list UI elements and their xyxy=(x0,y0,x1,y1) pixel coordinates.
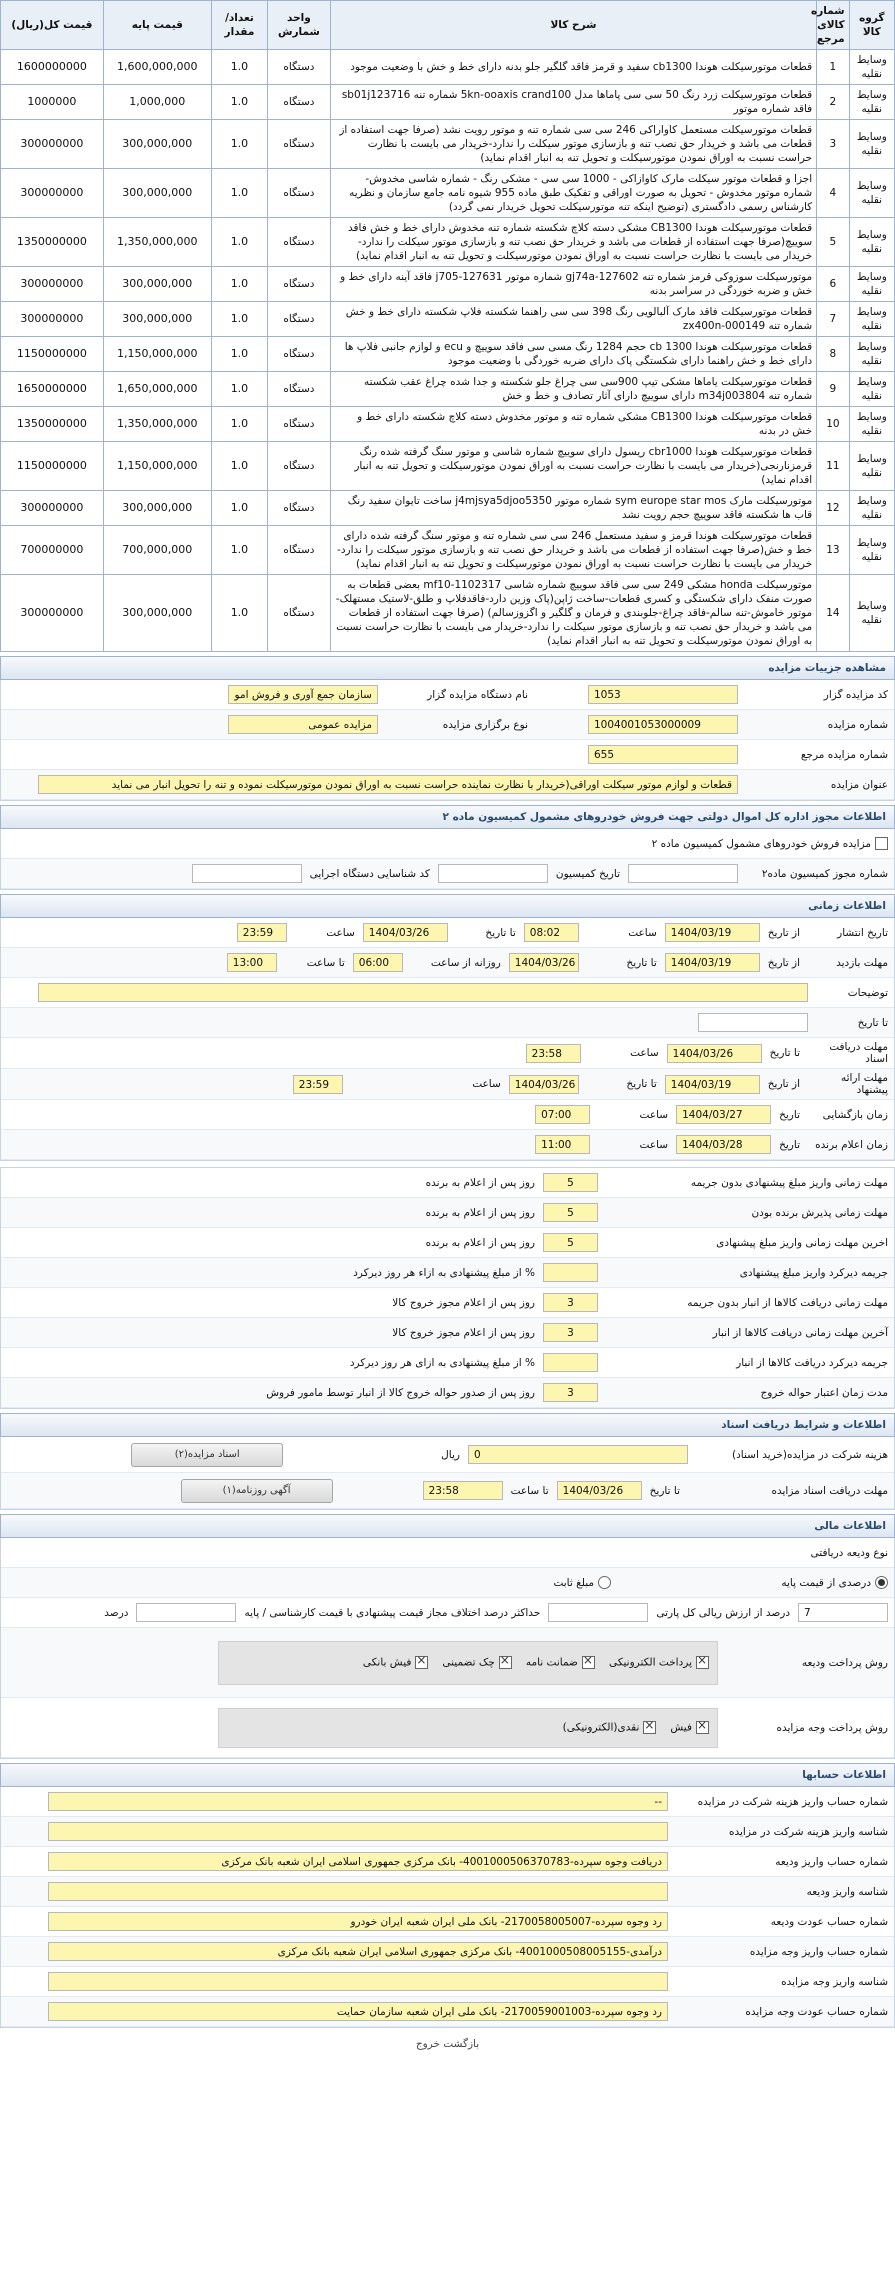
fixed-radio[interactable] xyxy=(598,1576,611,1589)
account-label: شماره حساب واریز ودیعه xyxy=(775,1855,888,1868)
table-row xyxy=(1,407,895,442)
item-qty-cell: 1.0 xyxy=(211,575,267,652)
table-row xyxy=(1,337,895,372)
auction-docs-button[interactable]: اسناد مزایده(۲) xyxy=(131,1443,283,1467)
item-total-cell: 1350000000 xyxy=(1,407,104,442)
item-total-cell: 1350000000 xyxy=(1,218,104,267)
percent-radio[interactable] xyxy=(875,1576,888,1589)
offer-to-field[interactable]: 1404/03/26 xyxy=(509,1075,579,1094)
payment-option-checkbox[interactable] xyxy=(499,1656,512,1669)
item-qty-cell: 1.0 xyxy=(211,267,267,302)
item-no-cell: 10 xyxy=(817,407,849,442)
auction-details-section xyxy=(0,680,895,801)
item-total-cell: 300000000 xyxy=(1,302,104,337)
item-desc-cell: موتورسیکلت honda مشکی 249 سی سی فاقد سوییچ شماره شاسی mf10-1102317 بعضی قطعات به صورت منفک دارای شکستگی و کسری قطعات-ساخت ژاپن(پاک وزین دارد-فاقدفلاپ و طلق-لاستیک مستهلک-موتور خاموش-تنه سالم-فاقد چراغ-جلوبندی و فرمان و گلگیر و اگزوزسالم) (صرفا جهت استفاده از قطعات می باشد و خریدار حق نصب تنه و بازسازی موتور سیکلت را ندارد-خریدار می بایست با نظارت حراست نسبت به اوراق نمودن موتورسیکلت و تحویل تنه به انبار اقدام نماید) xyxy=(330,575,816,652)
executive-id-label: کد شناسایی دستگاه اجرایی xyxy=(309,867,430,880)
account-label: شماره حساب عودت ودیعه xyxy=(770,1915,888,1928)
commission-date-field[interactable] xyxy=(438,864,548,883)
account-value-field[interactable] xyxy=(48,1882,668,1901)
table-row xyxy=(1,526,895,575)
publish-time-to-label: ساعت xyxy=(326,926,355,939)
item-desc-cell: قطعات موتورسیکلت هوندا CB1300 مشکی دسته کلاچ شکسته شماره تنه مخدوش دارای خط و خش فاقد سوییچ(صرفا جهت استفاده از قطعات می باشد و خریدار حق نصب تنه و بازسازی موتور سیکلت را ندارد-خریدار می بایست با نظارت حراست نسبت به اوراق نمودن موتورسیکلت و تحویل تنه به انبار اقدام نماید) xyxy=(330,218,816,267)
doc-receive-time-field[interactable]: 23:58 xyxy=(526,1044,581,1063)
item-no-cell: 6 xyxy=(817,267,849,302)
documents-header: اطلاعات و شرایط دریافت اسناد xyxy=(0,1413,895,1437)
table-row xyxy=(1,491,895,526)
item-base-cell: 1,350,000,000 xyxy=(103,218,211,267)
item-qty-cell: 1.0 xyxy=(211,526,267,575)
deadline-value-field[interactable] xyxy=(543,1263,598,1282)
diff-field[interactable] xyxy=(548,1603,648,1622)
item-unit-cell: دستگاه xyxy=(268,575,331,652)
account-value-field[interactable] xyxy=(48,1822,668,1841)
offer-from-field[interactable]: 1404/03/19 xyxy=(665,1075,760,1094)
item-qty-cell: 1.0 xyxy=(211,491,267,526)
account-value-field[interactable] xyxy=(48,1972,668,1991)
account-value-field[interactable]: -- xyxy=(48,1792,668,1811)
winner-date-field[interactable]: 1404/03/28 xyxy=(676,1135,771,1154)
deadline-suffix: روز پس از اعلام مجوز خروج کالا xyxy=(392,1326,535,1339)
item-desc-cell: موتورسیکلت سوزوکی قرمز شماره تنه gj74a-127602 شماره موتور j705-127631 فاقد آینه دارای خط و خش و ضربه خوردگی در سراسر بدنه xyxy=(330,267,816,302)
until-date-field[interactable] xyxy=(698,1013,808,1032)
account-label: شماره حساب عودت وجه مزایده xyxy=(745,2005,888,2018)
item-base-cell: 300,000,000 xyxy=(103,302,211,337)
item-total-cell: 1000000 xyxy=(1,85,104,120)
until-date-label: تا تاریخ xyxy=(857,1016,888,1029)
table-row xyxy=(1,302,895,337)
fee-unit: ریال xyxy=(441,1448,460,1461)
holding-type-label: نوع برگزاری مزایده xyxy=(442,718,528,731)
item-unit-cell: دستگاه xyxy=(268,120,331,169)
item-group-cell: وسایط نقلیه xyxy=(849,120,894,169)
item-base-cell: 1,000,000 xyxy=(103,85,211,120)
payment-option[interactable] xyxy=(563,1721,657,1734)
visit-from-label: از تاریخ xyxy=(767,956,800,969)
item-unit-cell: دستگاه xyxy=(268,50,331,85)
items-header-cell: شرح کالا xyxy=(330,1,816,50)
publish-time-from-field[interactable]: 08:02 xyxy=(524,923,579,942)
percent-option-label: درصدی از قیمت پایه xyxy=(781,1576,871,1589)
accounts-section xyxy=(0,1787,895,2028)
account-label: شناسه واریز ودیعه xyxy=(806,1885,888,1898)
commission-header: اطلاعات مجوز اداره کل اموال دولتی جهت فروش خودروهای مشمول کمیسیون ماده ۲ xyxy=(0,805,895,829)
doc-receive-label: مهلت دریافت اسناد xyxy=(829,1041,888,1065)
item-qty-cell: 1.0 xyxy=(211,85,267,120)
publish-from-field[interactable]: 1404/03/19 xyxy=(665,923,760,942)
deadline-row xyxy=(1,1288,894,1318)
item-no-cell: 4 xyxy=(817,169,849,218)
item-group-cell: وسایط نقلیه xyxy=(849,491,894,526)
device-name-field[interactable]: سازمان جمع آوری و فروش امو xyxy=(228,685,378,704)
accounts-header: اطلاعات حسابها xyxy=(0,1763,895,1787)
fee-label: هزینه شرکت در مزایده(خرید اسناد) xyxy=(732,1448,888,1461)
deadline-suffix: روز پس از اعلام مجوز خروج کالا xyxy=(392,1296,535,1309)
item-desc-cell: قطعات موتورسیکلت هوندا cb1300 سفید و قرمز فاقد گلگیر جلو بدنه دارای خط و خش با وضعیت موجود xyxy=(330,50,816,85)
doc-receive-to-label: تا تاریخ xyxy=(769,1047,800,1059)
account-row xyxy=(1,1997,894,2027)
item-group-cell: وسایط نقلیه xyxy=(849,169,894,218)
visit-time-from-field[interactable]: 06:00 xyxy=(353,953,403,972)
item-no-cell: 12 xyxy=(817,491,849,526)
table-row xyxy=(1,169,895,218)
payment-option-checkbox[interactable] xyxy=(696,1656,709,1669)
auction-number-label: شماره مزایده xyxy=(827,718,888,731)
item-base-cell: 300,000,000 xyxy=(103,267,211,302)
deadline-row xyxy=(1,1228,894,1258)
item-group-cell: وسایط نقلیه xyxy=(849,526,894,575)
table-row xyxy=(1,575,895,652)
financial-section xyxy=(0,1538,895,1759)
price-methods xyxy=(218,1708,718,1748)
fixed-option-label: مبلغ ثابت xyxy=(553,1576,594,1589)
visit-to-label: تا تاریخ xyxy=(626,956,657,969)
auction-number-field[interactable]: 1004001053000009 xyxy=(588,715,738,734)
account-row xyxy=(1,1907,894,1937)
account-row xyxy=(1,1817,894,1847)
item-desc-cell: اجزا و قطعات موتور سیکلت مارک کاوازاکی - 1000 سی سی - مشکی رنگ - شماره شاسی مخدوش- شماره موتور مخدوش - تحویل به صورت اوراقی و تفکیک طبق ماده 955 شیوه نامه جامع سازمان و نظریه کارشناس رسمی دادگستری (توضیح اینکه تنه موتورسیکلت تحویل خریدار نمی گردد) xyxy=(330,169,816,218)
payment-option-label: نقدی(الکترونیکی) xyxy=(562,1721,640,1734)
item-base-cell: 1,650,000,000 xyxy=(103,372,211,407)
winner-label: زمان اعلام برنده xyxy=(815,1138,888,1151)
item-desc-cell: قطعات موتورسیکلت هوندا cbr1000 ریسول دارای سوییچ شماره شاسی و موتور سنگ گرفته شده رنگ قرمزنارنجی(خریدار می بایست با نظارت حراست نسبت به اوراق نمودن موتورسیکلت و تحویل تنه به انبار اقدام نماید) xyxy=(330,442,816,491)
auction-details-header: مشاهده جزییات مزایده xyxy=(0,656,895,680)
item-total-cell: 1150000000 xyxy=(1,442,104,491)
items-header-row xyxy=(1,1,895,50)
item-desc-cell: قطعات موتورسیکلت یاماها مشکی تیپ 900سی سی چراغ جلو شکسته و جدا شده چراغ عقب شکسته شماره تنه m34j003804 دارای سوییچ دارای آثار تصادف و خط و خش xyxy=(330,372,816,407)
opening-date-label: تاریخ xyxy=(779,1108,800,1121)
item-unit-cell: دستگاه xyxy=(268,407,331,442)
visit-to-time-label: تا ساعت xyxy=(306,956,345,969)
item-group-cell: وسایط نقلیه xyxy=(849,302,894,337)
payment-option[interactable] xyxy=(670,1721,709,1734)
payment-option-checkbox[interactable] xyxy=(415,1656,428,1669)
commission-section xyxy=(0,829,895,890)
item-no-cell: 8 xyxy=(817,337,849,372)
deadline-value-field[interactable]: 5 xyxy=(543,1233,598,1252)
percent-text: درصد از ارزش ریالی کل پارتی xyxy=(656,1606,790,1619)
item-group-cell: وسایط نقلیه xyxy=(849,407,894,442)
deadline-label: جریمه دیرکرد واریز مبلغ پیشنهادی xyxy=(739,1266,888,1279)
item-desc-cell: موتورسیکلت مارک sym europe star mos شماره موتور j4mjsya5djoo5350 ساخت تایوان سفید رنگ قاب ها شکسته فاقد سوییچ حجم رویت نشد xyxy=(330,491,816,526)
item-desc-cell: قطعات موتورسیکلت فاقد مارک آلبالویی رنگ 398 سی سی راهنما شکسته فلاپ شکسته دارای خط و خش شماره تنه zx400n-000149 xyxy=(330,302,816,337)
account-row xyxy=(1,1967,894,1997)
docs-deadline-to-label: تا تاریخ xyxy=(649,1484,680,1497)
deadline-row xyxy=(1,1318,894,1348)
payment-option-label: فیش xyxy=(670,1721,692,1734)
deadline-value-field[interactable]: 5 xyxy=(543,1203,598,1222)
item-unit-cell: دستگاه xyxy=(268,302,331,337)
item-group-cell: وسایط نقلیه xyxy=(849,85,894,120)
item-no-cell: 14 xyxy=(817,575,849,652)
offer-label: مهلت ارائه پیشنهاد xyxy=(840,1072,888,1096)
item-unit-cell: دستگاه xyxy=(268,169,331,218)
payment-option-label: ضمانت نامه xyxy=(525,1656,578,1669)
visit-daily-label: روزانه از ساعت xyxy=(430,956,501,969)
item-unit-cell: دستگاه xyxy=(268,218,331,267)
percent-value-field[interactable]: 7 xyxy=(798,1603,888,1622)
description-field[interactable] xyxy=(38,983,808,1002)
item-qty-cell: 1.0 xyxy=(211,120,267,169)
item-base-cell: 1,150,000,000 xyxy=(103,442,211,491)
item-total-cell: 300000000 xyxy=(1,169,104,218)
timing-section xyxy=(0,918,895,1161)
item-total-cell: 300000000 xyxy=(1,267,104,302)
payment-option-checkbox[interactable] xyxy=(696,1721,709,1734)
item-desc-cell: قطعات موتورسیکلت هوندا قرمز و سفید مستعمل 246 سی سی شماره تنه و موتور سنگ گرفته شده دارای خط و خش(صرفا جهت استفاده از قطعات می باشد و خریدار حق نصب تنه و بازسازی موتور سیکلت را ندارد-خریدار می بایست با نظارت حراست نسبت به اوراق نمودن موتورسیکلت و تحویل تنه به انبار اقدام نماید) xyxy=(330,526,816,575)
deadline-label: مدت زمان اعتبار حواله خروج xyxy=(760,1386,888,1399)
account-label: شماره حساب واریز هزینه شرکت در مزایده xyxy=(697,1795,888,1808)
item-base-cell: 1,350,000,000 xyxy=(103,407,211,442)
account-value-field[interactable]: درآمدی-4001000508005155- بانک مرکزی جمهوری اسلامی ایران شعبه بانک مرکزی xyxy=(48,1942,668,1961)
deadline-label: مهلت زمانی پذیرش برنده بودن xyxy=(751,1206,888,1219)
item-no-cell: 5 xyxy=(817,218,849,267)
publish-to-field[interactable]: 1404/03/26 xyxy=(363,923,448,942)
payment-option-label: چک تضمینی xyxy=(442,1656,495,1669)
account-value-field[interactable]: رد وجوه سپرده-2170059001003- بانک ملی ایران شعبه سازمان حمایت xyxy=(48,2002,668,2021)
permit-label: شماره مجوز کمیسیون ماده۲ xyxy=(761,867,888,880)
item-desc-cell: قطعات موتورسیکلت زرد رنگ 50 سی سی پاماها مدل 5kn-ooaxis crand100 شماره تنه sb01j123716 فاقد شماره موتور xyxy=(330,85,816,120)
items-header-cell: تعداد/مقدار xyxy=(211,1,267,50)
timing-header: اطلاعات زمانی xyxy=(0,894,895,918)
item-base-cell: 300,000,000 xyxy=(103,491,211,526)
deadline-suffix: % از مبلغ پیشنهادی به ازای هر روز دیرکرد xyxy=(349,1356,535,1369)
holding-type-field[interactable]: مزایده عمومی xyxy=(228,715,378,734)
publish-from-label: از تاریخ xyxy=(767,926,800,939)
deadline-suffix: % از مبلغ پیشنهادی به ازاء هر روز دیرکرد xyxy=(353,1266,535,1279)
deposit-pay-label: روش پرداخت ودیعه xyxy=(801,1656,888,1669)
item-total-cell: 300000000 xyxy=(1,575,104,652)
item-group-cell: وسایط نقلیه xyxy=(849,575,894,652)
offer-time-label: ساعت xyxy=(472,1078,501,1090)
account-value-field[interactable]: رد وجوه سپرده-2170058005007- بانک ملی ایران شعبه ایران خودرو xyxy=(48,1912,668,1931)
deposit-type-label: نوع ودیعه دریافتی xyxy=(810,1546,888,1559)
diff-unit: درصد xyxy=(104,1606,129,1619)
items-table xyxy=(0,0,895,652)
visit-time-to-field[interactable]: 13:00 xyxy=(227,953,277,972)
item-no-cell: 1 xyxy=(817,50,849,85)
docs-deadline-date-field[interactable]: 1404/03/26 xyxy=(557,1481,642,1500)
payment-option[interactable] xyxy=(363,1656,429,1669)
table-row xyxy=(1,120,895,169)
payment-option[interactable] xyxy=(442,1656,511,1669)
winner-date-label: تاریخ xyxy=(779,1138,800,1151)
opening-date-field[interactable]: 1404/03/27 xyxy=(676,1105,771,1124)
ref-number-label: شماره مزایده مرجع xyxy=(800,748,888,761)
payment-option-checkbox[interactable] xyxy=(643,1721,656,1734)
items-header-cell: گروه کالا xyxy=(849,1,894,50)
item-qty-cell: 1.0 xyxy=(211,50,267,85)
publish-label: تاریخ انتشار xyxy=(837,926,888,939)
publish-to-label: تا تاریخ xyxy=(485,926,516,939)
deadline-row xyxy=(1,1348,894,1378)
item-base-cell: 700,000,000 xyxy=(103,526,211,575)
docs-deadline-time-field[interactable]: 23:58 xyxy=(423,1481,503,1500)
subject-label: عنوان مزایده xyxy=(830,778,888,791)
commission-checkbox[interactable] xyxy=(875,837,888,850)
deadline-row xyxy=(1,1378,894,1408)
deadline-suffix: روز پس از صدور حواله خروج کالا از انبار توسط مامور فروش xyxy=(266,1386,535,1399)
account-label: شناسه واریز وجه مزایده xyxy=(781,1975,888,1988)
table-row xyxy=(1,218,895,267)
visit-from-field[interactable]: 1404/03/19 xyxy=(665,953,760,972)
item-qty-cell: 1.0 xyxy=(211,302,267,337)
account-label: شناسه واریز هزینه شرکت در مزایده xyxy=(728,1825,888,1838)
diff-text: حداکثر درصد اختلاف مجاز قیمت پیشنهادی با قیمت کارشناسی / پایه xyxy=(244,1606,541,1619)
items-header-cell: قیمت کل(ریال) xyxy=(1,1,104,50)
opening-time-label: ساعت xyxy=(639,1108,669,1121)
item-group-cell: وسایط نقلیه xyxy=(849,267,894,302)
doc-receive-date-field[interactable]: 1404/03/26 xyxy=(667,1044,762,1063)
commission-date-label: تاریخ کمیسیون xyxy=(555,867,620,880)
deadline-label: مهلت زمانی دریافت کالاها از انبار بدون جریمه xyxy=(687,1296,888,1309)
item-qty-cell: 1.0 xyxy=(211,372,267,407)
deadlines-section xyxy=(0,1167,895,1409)
auctioneer-code-field[interactable]: 1053 xyxy=(588,685,738,704)
item-unit-cell: دستگاه xyxy=(268,442,331,491)
deadline-label: آخرین مهلت زمانی دریافت کالاها از انبار xyxy=(712,1326,888,1339)
account-label: شماره حساب واریز وجه مزایده xyxy=(749,1945,888,1958)
auctioneer-code-label: کد مزایده گزار xyxy=(823,688,888,701)
deadline-suffix: روز پس از اعلام به برنده xyxy=(425,1236,535,1249)
item-no-cell: 3 xyxy=(817,120,849,169)
item-unit-cell: دستگاه xyxy=(268,85,331,120)
description-label: توضیحات xyxy=(847,986,888,999)
item-total-cell: 1600000000 xyxy=(1,50,104,85)
deadline-value-field[interactable]: 3 xyxy=(543,1323,598,1342)
offer-to-label: تا تاریخ xyxy=(626,1078,657,1090)
item-desc-cell: قطعات موتورسیکلت مستعمل کاواراکی 246 سی سی شماره تنه و موتور رویت نشد (صرفا جهت استفاده از قطعات می باشد و خریدار حق نصب تنه و بازسازی موتور سیکلت را ندارد-خریدار می بایست با نظارت حراست نسبت به اوراق نمودن موتورسیکلت و تحویل تنه به انبار اقدام نماید) xyxy=(330,120,816,169)
item-unit-cell: دستگاه xyxy=(268,337,331,372)
item-group-cell: وسایط نقلیه xyxy=(849,442,894,491)
visit-to-field[interactable]: 1404/03/26 xyxy=(509,953,579,972)
subject-field[interactable]: قطعات و لوازم موتور سیکلت اوراقی(خریدار با نظارت نماینده حراست نسبت به اوراق نمودن موتورسیکلت نموده و تنه را تحویل انبار می نماید xyxy=(38,775,738,794)
fee-field[interactable]: 0 xyxy=(468,1445,688,1464)
newspaper-ad-button[interactable]: آگهی روزنامه(۱) xyxy=(181,1479,333,1503)
deadline-row xyxy=(1,1198,894,1228)
item-unit-cell: دستگاه xyxy=(268,267,331,302)
deadline-value-field[interactable]: 5 xyxy=(543,1173,598,1192)
payment-option[interactable] xyxy=(526,1656,595,1669)
price-pay-label: روش پرداخت وجه مزایده xyxy=(776,1721,888,1734)
item-qty-cell: 1.0 xyxy=(211,218,267,267)
item-desc-cell: قطعات موتورسیکلت هوندا cb 1300 حجم 1284 رنگ مسی سی فاقد سوییچ و ecu و لوازم جانبی فلاپ ها دارای خط و خش راهنما دارای شکستگی پاک دارای ضربه خوردگی با وضعیت موجود xyxy=(330,337,816,372)
diff-value-field[interactable] xyxy=(136,1603,236,1622)
item-total-cell: 700000000 xyxy=(1,526,104,575)
item-desc-cell: قطعات موتورسیکلت هوندا CB1300 مشکی شماره تنه و موتور مخدوش دسته کلاچ شکسته دارای خط و خش در بدنه xyxy=(330,407,816,442)
item-base-cell: 300,000,000 xyxy=(103,120,211,169)
item-qty-cell: 1.0 xyxy=(211,407,267,442)
item-group-cell: وسایط نقلیه xyxy=(849,50,894,85)
item-total-cell: 1150000000 xyxy=(1,337,104,372)
deadline-label: جریمه دیرکرد دریافت کالاها از انبار xyxy=(736,1356,888,1369)
table-row xyxy=(1,267,895,302)
deposit-methods xyxy=(218,1641,718,1685)
offer-time-field[interactable]: 23:59 xyxy=(293,1075,343,1094)
account-row xyxy=(1,1787,894,1817)
table-row xyxy=(1,442,895,491)
winner-time-label: ساعت xyxy=(639,1138,669,1151)
item-group-cell: وسایط نقلیه xyxy=(849,337,894,372)
account-row xyxy=(1,1877,894,1907)
items-header-cell: قیمت پایه xyxy=(103,1,211,50)
doc-receive-time-label: ساعت xyxy=(630,1047,659,1059)
ref-number-field[interactable]: 655 xyxy=(588,745,738,764)
items-body xyxy=(1,50,895,652)
item-base-cell: 1,600,000,000 xyxy=(103,50,211,85)
items-header-cell: واحد شمارش xyxy=(268,1,331,50)
item-unit-cell: دستگاه xyxy=(268,491,331,526)
visit-label: مهلت بازدید xyxy=(836,956,888,969)
table-row xyxy=(1,372,895,407)
deadline-suffix: روز پس از اعلام به برنده xyxy=(425,1206,535,1219)
item-unit-cell: دستگاه xyxy=(268,372,331,407)
items-header-cell: شماره کالای مرجع xyxy=(817,1,849,50)
deadline-label: مهلت زمانی واریز مبلغ پیشنهادی بدون جریمه xyxy=(690,1176,888,1189)
deadline-row xyxy=(1,1168,894,1198)
account-row xyxy=(1,1937,894,1967)
table-row xyxy=(1,85,895,120)
payment-option-label: پرداخت الکترونیکی xyxy=(608,1656,692,1669)
item-no-cell: 2 xyxy=(817,85,849,120)
device-name-label: نام دستگاه مزایده گزار xyxy=(427,688,528,701)
executive-id-field[interactable] xyxy=(192,864,302,883)
item-qty-cell: 1.0 xyxy=(211,442,267,491)
item-base-cell: 300,000,000 xyxy=(103,169,211,218)
item-total-cell: 300000000 xyxy=(1,120,104,169)
publish-time-to-field[interactable]: 23:59 xyxy=(237,923,287,942)
item-qty-cell: 1.0 xyxy=(211,169,267,218)
documents-section xyxy=(0,1437,895,1510)
item-base-cell: 300,000,000 xyxy=(103,575,211,652)
item-group-cell: وسایط نقلیه xyxy=(849,218,894,267)
footer-links[interactable]: بازگشت خروج xyxy=(415,2038,480,2050)
docs-deadline-label: مهلت دریافت اسناد مزایده xyxy=(771,1484,888,1497)
opening-time-field[interactable]: 07:00 xyxy=(535,1105,590,1124)
deadline-value-field[interactable] xyxy=(543,1353,598,1372)
deadline-value-field[interactable]: 3 xyxy=(543,1293,598,1312)
item-group-cell: وسایط نقلیه xyxy=(849,372,894,407)
account-value-field[interactable]: دریافت وجوه سپرده-4001000506370783- بانک مرکزی جمهوری اسلامی ایران شعبه بانک مرکزی xyxy=(48,1852,668,1871)
item-no-cell: 11 xyxy=(817,442,849,491)
item-no-cell: 13 xyxy=(817,526,849,575)
winner-time-field[interactable]: 11:00 xyxy=(535,1135,590,1154)
item-base-cell: 1,150,000,000 xyxy=(103,337,211,372)
docs-deadline-time-label: تا ساعت xyxy=(510,1484,549,1497)
item-unit-cell: دستگاه xyxy=(268,526,331,575)
deadline-suffix: روز پس از اعلام به برنده xyxy=(425,1176,535,1189)
payment-option-label: فیش بانکی xyxy=(362,1656,412,1669)
item-no-cell: 9 xyxy=(817,372,849,407)
deadline-value-field[interactable]: 3 xyxy=(543,1383,598,1402)
item-total-cell: 300000000 xyxy=(1,491,104,526)
payment-option[interactable] xyxy=(609,1656,709,1669)
item-total-cell: 1650000000 xyxy=(1,372,104,407)
permit-field[interactable] xyxy=(628,864,738,883)
item-qty-cell: 1.0 xyxy=(211,337,267,372)
publish-time-label: ساعت xyxy=(628,926,657,939)
deadline-row xyxy=(1,1258,894,1288)
item-no-cell: 7 xyxy=(817,302,849,337)
opening-label: زمان بازگشایی xyxy=(822,1108,888,1121)
deadline-label: اخرین مهلت زمانی واریز مبلغ پیشنهادی xyxy=(716,1236,888,1249)
payment-option-checkbox[interactable] xyxy=(582,1656,595,1669)
financial-header: اطلاعات مالی xyxy=(0,1514,895,1538)
table-row xyxy=(1,50,895,85)
commission-checkbox-label: مزایده فروش خودروهای مشمول کمیسیون ماده ۲ xyxy=(651,837,871,850)
offer-from-label: از تاریخ xyxy=(767,1078,800,1090)
account-row xyxy=(1,1847,894,1877)
